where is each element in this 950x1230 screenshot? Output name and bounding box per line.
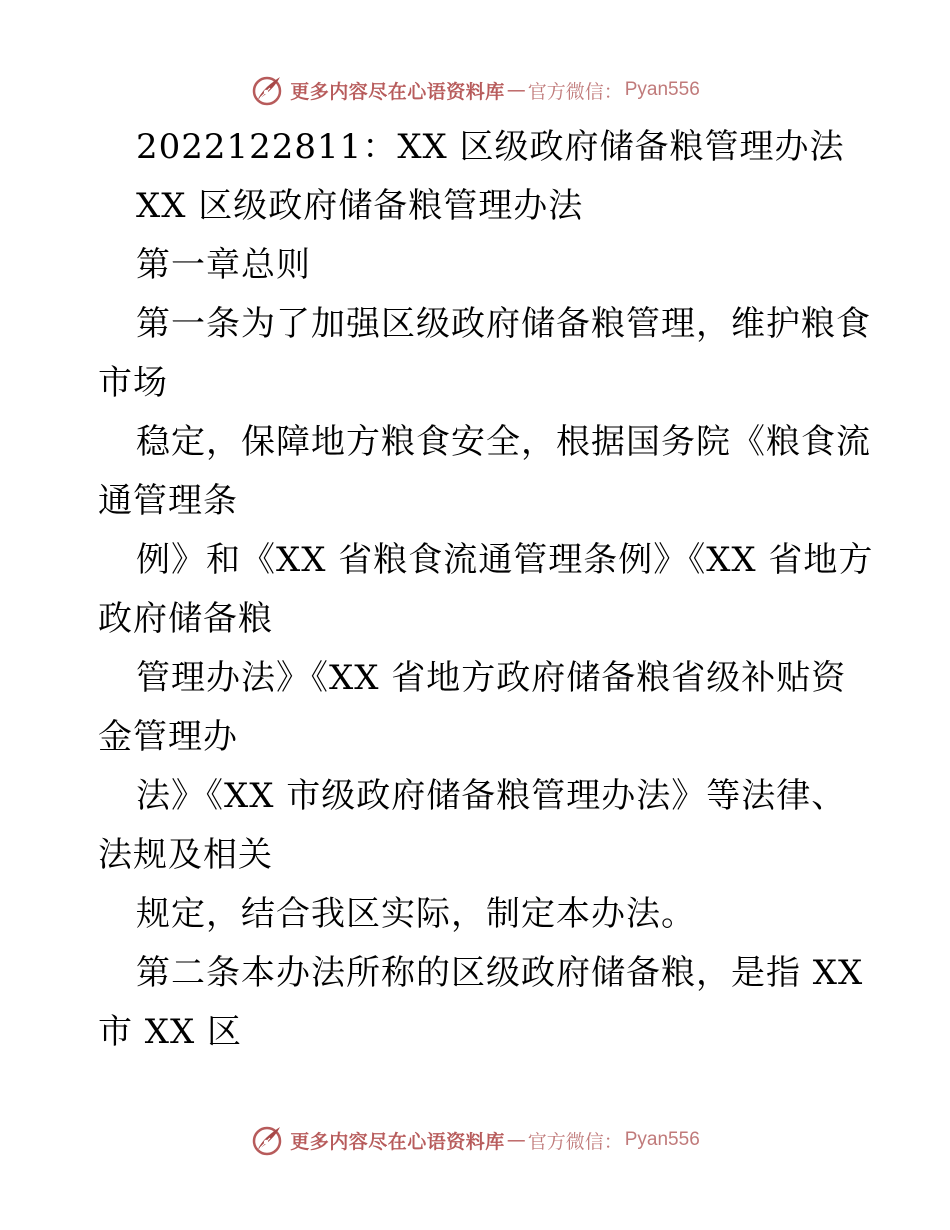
text-line: 法规及相关 [98, 835, 273, 875]
text-line: 市 XX 区 [98, 1012, 243, 1052]
text-line: 第一条为了加强区级政府储备粮管理，维护粮食 [136, 304, 871, 344]
footer-banner-wechat-id: Pyan556 [624, 1129, 700, 1150]
chapter-heading: 第一章总则 [136, 245, 311, 285]
header-banner-official: 官方微信： [527, 80, 623, 103]
document-body [98, 118, 874, 1062]
quill-logo-icon [250, 1123, 284, 1157]
text-line: 金管理办 [98, 717, 238, 757]
text-line: 第二条本办法所称的区级政府储备粮，是指 XX [136, 953, 864, 993]
footer-banner [0, 1120, 950, 1160]
text-line: 例》和《XX 省粮食流通管理条例》《XX 省地方 [136, 540, 874, 580]
header-banner-main: 更多内容尽在心语资料库 [290, 80, 505, 103]
footer-banner-text [290, 1127, 700, 1154]
quill-logo-icon [250, 73, 284, 107]
header-banner-wechat-id: Pyan556 [624, 79, 700, 100]
document-title: XX 区级政府储备粮管理办法 [136, 186, 584, 226]
text-line: 规定，结合我区实际，制定本办法。 [136, 894, 696, 934]
text-line: 政府储备粮 [98, 599, 273, 639]
text-line: 法》《XX 市级政府储备粮管理办法》等法律、 [136, 776, 847, 816]
footer-banner-dash: — [506, 1129, 526, 1151]
header-banner-dash: — [506, 79, 526, 101]
footer-banner-main: 更多内容尽在心语资料库 [290, 1130, 505, 1153]
text-line: 管理办法》《XX 省地方政府储备粮省级补贴资 [136, 658, 847, 698]
document-heading: 2022122811：XX 区级政府储备粮管理办法 [136, 127, 845, 167]
text-line: 稳定，保障地方粮食安全，根据国务院《粮食流 [136, 422, 871, 462]
text-line: 通管理条 [98, 481, 238, 521]
header-banner-text [290, 77, 700, 104]
footer-banner-official: 官方微信： [527, 1130, 623, 1153]
text-line: 市场 [98, 363, 168, 403]
header-banner [0, 70, 950, 110]
